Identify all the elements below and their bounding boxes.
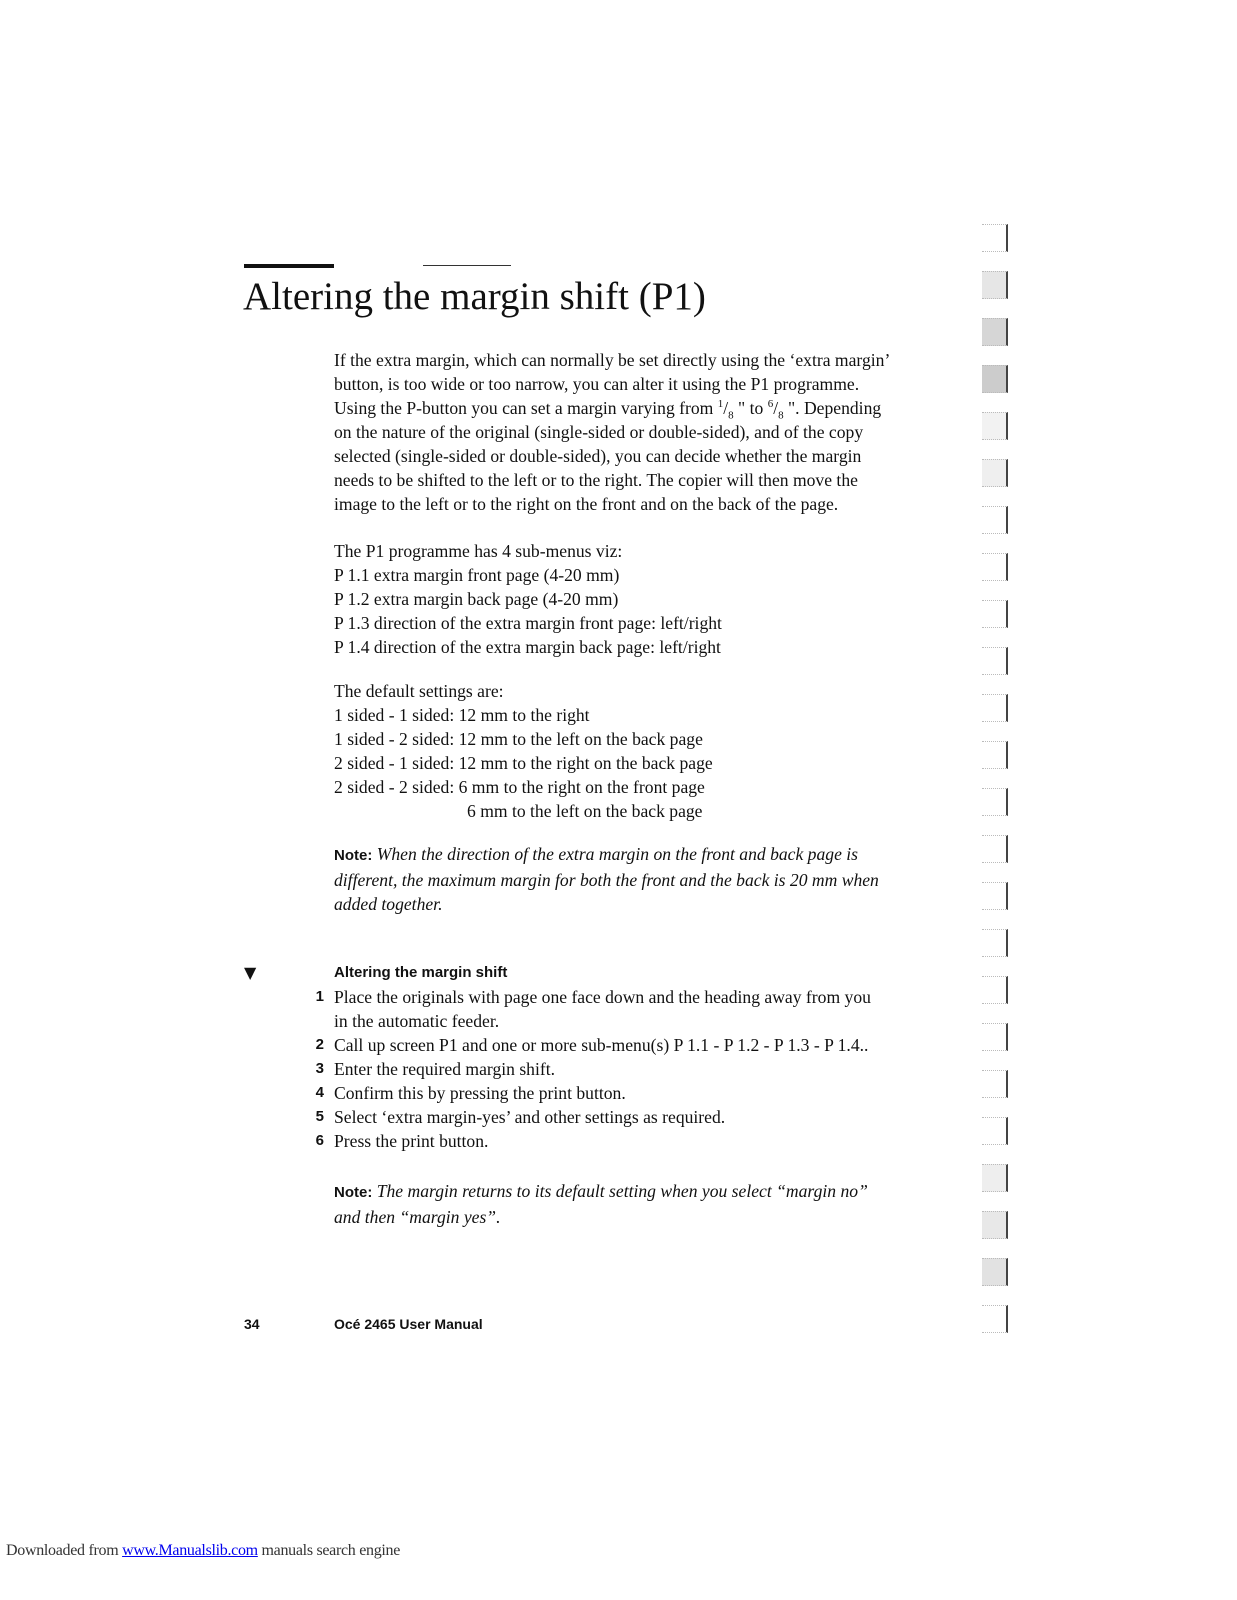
download-prefix: Downloaded from	[6, 1542, 123, 1559]
edge-tab	[982, 1117, 1008, 1145]
edge-tab	[982, 318, 1008, 346]
intro-line-6: needs to be shifted to the left or to the right. The copier will then move the	[334, 470, 858, 490]
submenu-item: P 1.1 extra margin front page (4-20 mm)	[334, 565, 620, 585]
step-text: Enter the required margin shift.	[334, 1059, 555, 1079]
edge-tab	[982, 1164, 1008, 1192]
edge-tab	[982, 365, 1008, 393]
edge-tab	[982, 1305, 1008, 1333]
edge-tab	[982, 600, 1008, 628]
step-text: Press the print button.	[334, 1131, 489, 1151]
default-item: 1 sided - 1 sided: 12 mm to the right	[334, 705, 590, 725]
note-label: Note:	[334, 1184, 373, 1201]
intro-line-3: Using the P-button you can set a margin varying from $^1/_8$ " to $^6/_8$ ". Depending	[334, 398, 882, 422]
manual-title: Océ 2465 User Manual	[334, 1316, 483, 1332]
step-number: 1	[315, 988, 324, 1005]
heading-rule-thin	[423, 265, 511, 266]
edge-tab	[982, 929, 1008, 957]
submenu-item: P 1.4 direction of the extra margin back page: left/right	[334, 637, 721, 657]
default-item: 2 sided - 1 sided: 12 mm to the right on the back page	[334, 753, 713, 773]
note-direction-text-1: When the direction of the extra margin on the front and back page is	[372, 844, 859, 864]
edge-tab	[982, 412, 1008, 440]
intro-line-3-b: " to	[733, 398, 768, 418]
step-number: 3	[315, 1060, 324, 1077]
edge-tab	[982, 882, 1008, 910]
procedure-step	[0, 1081, 1237, 1105]
intro-line-4: on the nature of the original (single-sided or double-sided), and of the copy	[334, 422, 864, 442]
edge-tab	[982, 1258, 1008, 1286]
intro-line-7: image to the left or to the right on the front and on the back of the page.	[334, 494, 839, 514]
note-direction-line-2: different, the maximum margin for both the front and the back is 20 mm when	[334, 870, 879, 890]
procedure-steps	[0, 985, 1237, 1153]
intro-paragraph	[334, 348, 914, 516]
step-text	[334, 985, 914, 1033]
download-footer	[6, 1541, 400, 1561]
submenus-list	[334, 539, 914, 659]
edge-tab	[982, 553, 1008, 581]
submenu-item: P 1.2 extra margin back page (4-20 mm)	[334, 589, 619, 609]
edge-tab	[982, 741, 1008, 769]
manualslib-link[interactable]: www.Manualslib.com	[122, 1542, 258, 1559]
edge-tab	[982, 459, 1008, 487]
procedure-step	[0, 1033, 1237, 1057]
fraction-2-denominator: 8	[778, 409, 784, 422]
note-direction-line-1	[334, 842, 914, 868]
intro-line-3-c: ". Depending	[783, 398, 882, 418]
note-margin-line-1	[334, 1179, 914, 1205]
edge-tab	[982, 647, 1008, 675]
procedure-step	[0, 1129, 1237, 1153]
edge-tab	[982, 1023, 1008, 1051]
procedure-triangle-icon: ▼	[244, 963, 257, 982]
default-item: 6 mm to the left on the back page	[467, 801, 703, 821]
submenus-heading: The P1 programme has 4 sub-menus viz:	[334, 541, 623, 561]
step-number: 5	[315, 1108, 324, 1125]
fraction-1-numerator: 1	[717, 398, 724, 411]
edge-tab	[982, 835, 1008, 863]
edge-tab	[982, 271, 1008, 299]
intro-line-2: button, is too wide or too narrow, you can alter it using the P1 programme.	[334, 374, 860, 394]
edge-tab	[982, 788, 1008, 816]
defaults-list	[334, 679, 914, 823]
procedure-step	[0, 1105, 1237, 1129]
step-number: 4	[315, 1084, 324, 1101]
fraction-2-numerator: 6	[767, 398, 774, 411]
intro-line-5: selected (single-sided or double-sided), you can decide whether the margin	[334, 446, 862, 466]
note-label: Note:	[334, 847, 373, 864]
note-margin-line-2: and then “margin yes”.	[334, 1207, 501, 1227]
edge-tab	[982, 694, 1008, 722]
page-title: Altering the margin shift (P1)	[243, 275, 706, 318]
fraction-1-denominator: 8	[728, 409, 734, 422]
note-margin-default	[334, 1179, 914, 1229]
download-suffix: manuals search engine	[257, 1542, 401, 1559]
defaults-heading: The default settings are:	[334, 681, 504, 701]
note-margin-text-1: The margin returns to its default setting when you select “margin no”	[372, 1181, 868, 1201]
step-text-line-1: Place the originals with page one face down and the heading away from you	[334, 987, 871, 1007]
edge-tab	[982, 1070, 1008, 1098]
procedure-step	[0, 985, 1237, 1033]
page-number: 34	[244, 1316, 260, 1332]
default-item: 2 sided - 2 sided: 6 mm to the right on the front page	[334, 777, 705, 797]
submenu-item: P 1.3 direction of the extra margin front page: left/right	[334, 613, 722, 633]
step-text: Call up screen P1 and one or more sub-menu(s) P 1.1 - P 1.2 - P 1.3 - P 1.4..	[334, 1035, 869, 1055]
edge-tab	[982, 506, 1008, 534]
step-text-line-2: in the automatic feeder.	[334, 1011, 500, 1031]
intro-line-3-a: Using the P-button you can set a margin varying from	[334, 398, 718, 418]
step-text: Select ‘extra margin-yes’ and other settings as required.	[334, 1107, 726, 1127]
edge-tab	[982, 976, 1008, 1004]
intro-line-1: If the extra margin, which can normally be set directly using the ‘extra margin’	[334, 350, 891, 370]
default-item: 1 sided - 2 sided: 12 mm to the left on the back page	[334, 729, 703, 749]
step-number: 2	[315, 1036, 324, 1053]
heading-rule-thick	[244, 264, 334, 268]
step-text: Confirm this by pressing the print button.	[334, 1083, 626, 1103]
note-direction	[334, 842, 914, 916]
step-number: 6	[315, 1132, 324, 1149]
edge-tab	[982, 1211, 1008, 1239]
edge-tab	[982, 224, 1008, 252]
procedure-heading: Altering the margin shift	[334, 964, 508, 981]
procedure-step	[0, 1057, 1237, 1081]
note-direction-line-3: added together.	[334, 894, 443, 914]
